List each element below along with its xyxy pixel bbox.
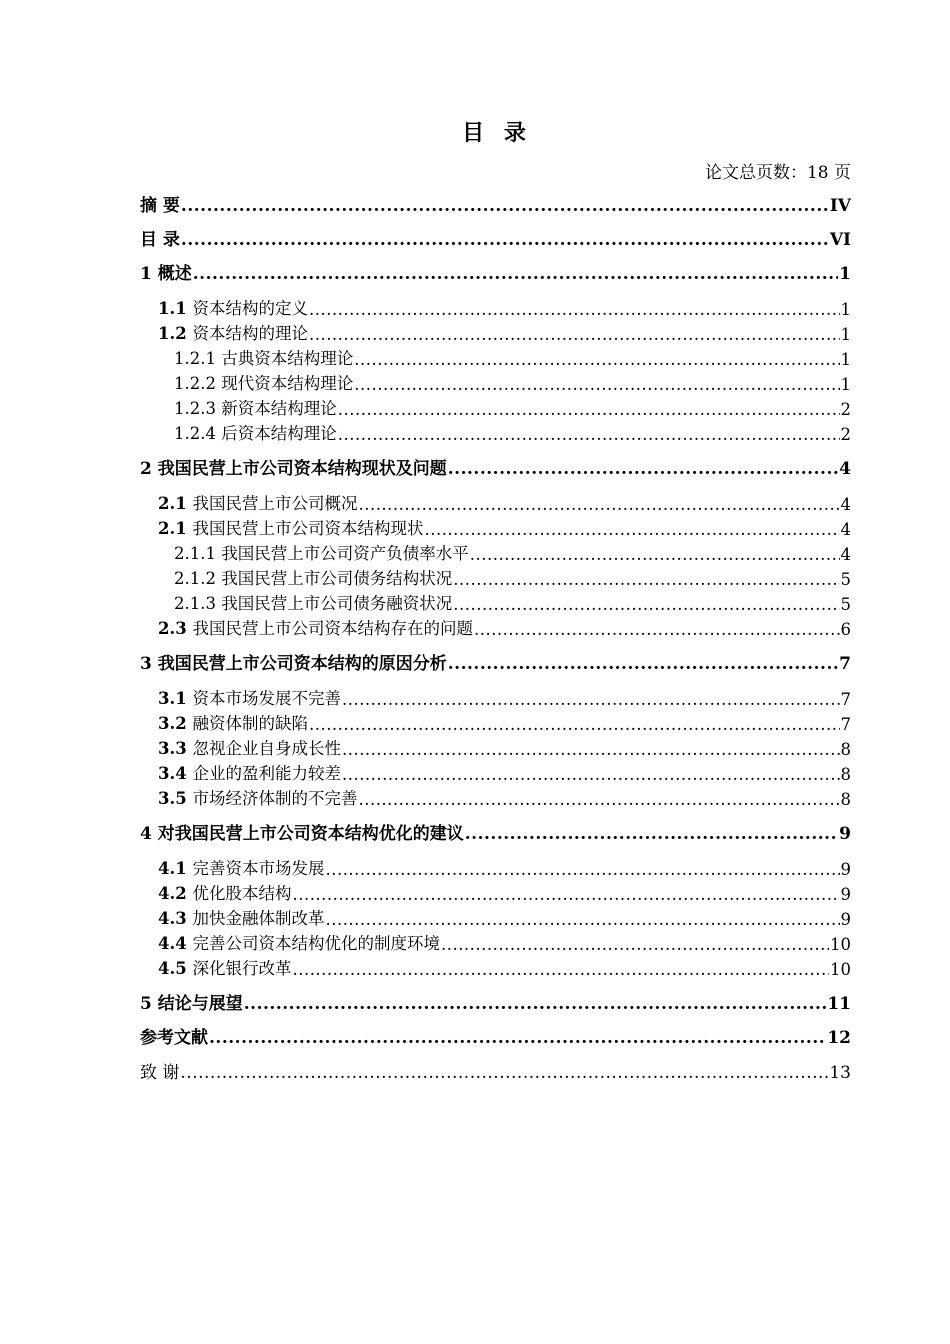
toc-entry — [140, 297, 851, 319]
toc-entry — [140, 882, 851, 904]
toc-entry-label — [158, 710, 308, 734]
toc-leader-dots — [354, 375, 839, 394]
page-title: 目 录 — [462, 121, 532, 146]
toc-page-number: 7 — [840, 715, 851, 734]
toc-entry — [140, 347, 851, 369]
toc-page-number: VI — [829, 230, 851, 250]
toc-leader-dots — [465, 824, 838, 844]
toc-leader-dots — [342, 690, 840, 709]
toc-leader-dots — [358, 495, 839, 514]
toc-page-number: 1 — [840, 375, 851, 394]
toc-entry — [140, 1061, 851, 1083]
toc-page-number: 4 — [840, 545, 851, 564]
toc-leader-dots — [474, 620, 840, 639]
toc-leader-dots — [244, 994, 827, 1014]
toc-leader-dots — [441, 935, 829, 954]
toc-page-number: 9 — [840, 860, 851, 879]
toc-entry-text: 2.1.1 我国民营上市公司资产负债率水平 — [174, 544, 469, 563]
toc-entry-label — [158, 490, 357, 514]
toc-section-number: 3.2 — [158, 714, 193, 733]
toc-entry-label — [140, 225, 180, 250]
toc-entry — [140, 857, 851, 879]
toc-entry-label — [174, 540, 469, 564]
toc-page-number: 13 — [829, 1063, 851, 1083]
toc-entry-label — [140, 1058, 179, 1083]
toc-entry-label — [158, 515, 423, 539]
toc-section-number: 3.1 — [158, 689, 193, 708]
toc-page-number: 8 — [840, 790, 851, 809]
toc-entry-text: 1 概述 — [140, 264, 192, 284]
toc-entry-label — [140, 259, 192, 284]
toc-leader-dots — [209, 1028, 826, 1048]
toc-entry — [140, 567, 851, 589]
toc-entry-text: 深化银行改革 — [192, 959, 292, 978]
toc-entry-label — [174, 345, 353, 369]
toc-leader-dots — [292, 885, 839, 904]
toc-entry-label — [158, 685, 341, 709]
toc-entry-label — [140, 191, 180, 216]
toc-section-number: 3.4 — [158, 764, 193, 783]
toc-page-number: 4 — [839, 459, 851, 479]
toc-page-number: 11 — [827, 994, 851, 1014]
toc-entry — [140, 194, 851, 216]
toc-entry — [140, 787, 851, 809]
toc-page-number: 6 — [840, 620, 851, 639]
toc-page-number: 9 — [839, 824, 851, 844]
toc-page-number: 4 — [840, 495, 851, 514]
toc-entry-text: 我国民营上市公司概况 — [192, 494, 358, 513]
toc-leader-dots — [358, 790, 839, 809]
toc-entry — [140, 957, 851, 979]
page-count-note: 论文总页数：18 页 — [704, 163, 851, 183]
toc-entry-label — [158, 930, 440, 954]
toc-section-number: 4.5 — [158, 959, 193, 978]
toc-entry — [140, 517, 851, 539]
toc-entry-text: 参考文献 — [140, 1028, 208, 1048]
toc-entry-label — [158, 955, 291, 979]
toc-page-number: 1 — [840, 300, 851, 319]
toc-entry-label — [174, 590, 452, 614]
toc-entry — [140, 542, 851, 564]
toc-entry-label — [140, 989, 243, 1014]
toc-entry — [140, 592, 851, 614]
toc-entry — [140, 822, 851, 844]
toc-entry — [140, 397, 851, 419]
toc-entry-label — [174, 420, 337, 444]
toc-leader-dots — [470, 545, 840, 564]
toc-entry-label — [158, 785, 357, 809]
toc-leader-dots — [180, 1063, 828, 1083]
toc-entry-label — [174, 565, 452, 589]
toc-entry-text: 我国民营上市公司资本结构存在的问题 — [192, 619, 473, 638]
toc-entry-label — [158, 880, 291, 904]
toc-entry-text: 完善公司资本结构优化的制度环境 — [192, 934, 440, 953]
toc-page-number: 10 — [830, 960, 851, 979]
toc-section-number: 4.2 — [158, 884, 193, 903]
toc-entry-label — [158, 855, 324, 879]
toc-entry-text: 完善资本市场发展 — [192, 859, 325, 878]
toc-entry — [140, 228, 851, 250]
toc-section-number: 4.3 — [158, 909, 193, 928]
toc-entry — [140, 712, 851, 734]
toc-page-number: 2 — [840, 425, 851, 444]
toc-entry — [140, 372, 851, 394]
toc-entry — [140, 762, 851, 784]
toc-entry — [140, 262, 851, 284]
toc-entry-text: 目 录 — [140, 230, 180, 250]
toc-page-number: 2 — [840, 400, 851, 419]
toc-entry-text: 市场经济体制的不完善 — [192, 789, 358, 808]
toc-entry-label — [174, 395, 337, 419]
toc-leader-dots — [325, 910, 839, 929]
toc-leader-dots — [342, 765, 840, 784]
toc-entry-text: 资本结构的理论 — [192, 324, 308, 343]
toc-entry-text: 资本结构的定义 — [192, 299, 308, 318]
toc-entry-text: 优化股本结构 — [192, 884, 292, 903]
toc-entry-label — [140, 454, 447, 479]
toc-entry — [140, 907, 851, 929]
toc-page-number: 5 — [840, 595, 851, 614]
toc-entry-text: 企业的盈利能力较差 — [192, 764, 341, 783]
toc-section-number: 4.4 — [158, 934, 193, 953]
toc-page-number: 5 — [840, 570, 851, 589]
toc-entry-text: 1.2.4 后资本结构理论 — [174, 424, 337, 443]
toc-entry-label — [140, 649, 447, 674]
toc-leader-dots — [453, 570, 839, 589]
toc-section-number: 1.1 — [158, 299, 193, 318]
toc-entry-text: 2 我国民营上市公司资本结构现状及问题 — [140, 459, 447, 479]
toc-leader-dots — [342, 740, 840, 759]
toc-leader-dots — [309, 300, 840, 319]
toc-page-number: 8 — [840, 765, 851, 784]
toc-entry — [140, 492, 851, 514]
toc-leader-dots — [354, 350, 839, 369]
toc-entry-text: 摘 要 — [140, 196, 180, 216]
toc-page-number: 1 — [840, 350, 851, 369]
toc-entry-text: 4 对我国民营上市公司资本结构优化的建议 — [140, 824, 464, 844]
toc-entry-text: 2.1.3 我国民营上市公司债务融资状况 — [174, 594, 453, 613]
toc-entry-text: 1.2.1 古典资本结构理论 — [174, 349, 354, 368]
toc-entry-text: 1.2.3 新资本结构理论 — [174, 399, 337, 418]
toc-entry-text: 忽视企业自身成长性 — [192, 739, 341, 758]
toc-entry-label — [158, 735, 341, 759]
toc-entry-label — [140, 1023, 208, 1048]
toc-entry-label — [158, 320, 308, 344]
toc-entry-label — [158, 295, 308, 319]
toc-entry — [140, 1026, 851, 1048]
toc-leader-dots — [424, 520, 839, 539]
toc-page-number: 4 — [840, 520, 851, 539]
toc-leader-dots — [181, 230, 829, 250]
toc-leader-dots — [193, 264, 838, 284]
toc-leader-dots — [448, 654, 838, 674]
toc-page-number: IV — [829, 196, 851, 216]
toc-leader-dots — [338, 425, 840, 444]
toc-section-number: 2.3 — [158, 619, 193, 638]
toc-entry — [140, 322, 851, 344]
toc-page-number: 8 — [840, 740, 851, 759]
toc-section-number: 2.1 — [158, 494, 193, 513]
toc-entry — [140, 422, 851, 444]
toc-entry — [140, 737, 851, 759]
toc-leader-dots — [181, 196, 829, 216]
toc-entry-text: 资本市场发展不完善 — [192, 689, 341, 708]
toc-leader-dots — [292, 960, 829, 979]
toc-leader-dots — [338, 400, 840, 419]
toc-leader-dots — [309, 325, 840, 344]
toc-entry-label — [158, 760, 341, 784]
toc-entry — [140, 457, 851, 479]
toc-page-number: 1 — [840, 325, 851, 344]
toc-leader-dots — [309, 715, 840, 734]
toc-leader-dots — [448, 459, 838, 479]
toc-entry-text: 5 结论与展望 — [140, 994, 243, 1014]
toc-entry-label — [158, 905, 324, 929]
toc-page-number: 12 — [827, 1028, 851, 1048]
toc-entry — [140, 992, 851, 1014]
toc-entry-text: 3 我国民营上市公司资本结构的原因分析 — [140, 654, 447, 674]
toc-section-number: 1.2 — [158, 324, 193, 343]
toc-entry-label — [174, 370, 353, 394]
toc-entry — [140, 617, 851, 639]
toc-page-number: 7 — [839, 654, 851, 674]
toc-section-number: 2.1 — [158, 519, 193, 538]
toc-entry-text: 致 谢 — [140, 1063, 180, 1083]
toc-entry — [140, 932, 851, 954]
toc-page-number: 9 — [840, 910, 851, 929]
toc-leader-dots — [325, 860, 839, 879]
toc-section-number: 3.3 — [158, 739, 193, 758]
toc-entry-text: 1.2.2 现代资本结构理论 — [174, 374, 354, 393]
toc-page-number: 7 — [840, 690, 851, 709]
toc-entry — [140, 652, 851, 674]
toc-leader-dots — [453, 595, 839, 614]
toc-section-number: 4.1 — [158, 859, 193, 878]
toc-page-number: 1 — [839, 264, 851, 284]
toc-entry-text: 2.1.2 我国民营上市公司债务结构状况 — [174, 569, 453, 588]
toc-entry-text: 融资体制的缺陷 — [192, 714, 308, 733]
toc-entry — [140, 687, 851, 709]
toc-entry-text: 加快金融体制改革 — [192, 909, 325, 928]
toc-section-number: 3.5 — [158, 789, 193, 808]
toc-entry-label — [158, 615, 473, 639]
toc-page-number: 10 — [830, 935, 851, 954]
toc-page-number: 9 — [840, 885, 851, 904]
toc-entry-text: 我国民营上市公司资本结构现状 — [192, 519, 424, 538]
toc-entry-label — [140, 819, 464, 844]
